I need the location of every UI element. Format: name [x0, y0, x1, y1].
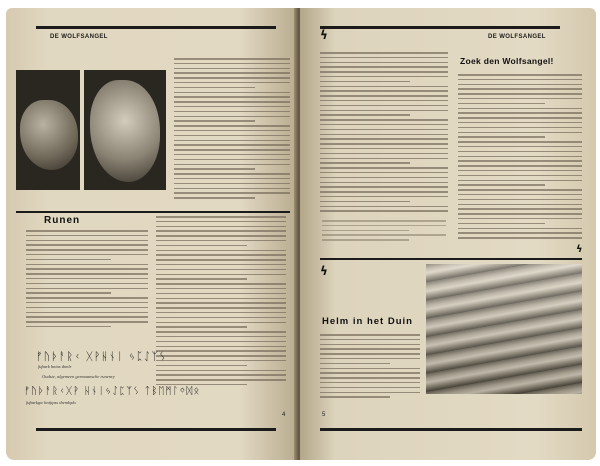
text-column-top-right [458, 74, 582, 250]
wolfsangel-icon: ϟ [320, 28, 328, 42]
bottom-rule [36, 428, 276, 431]
rune-row-2: ᚠᚢᚦᚨᚱᚲᚷᚹ ᚺᚾᛁᛃᛇᛈᛉᛊ ᛏᛒᛖᛗᛚᛜᛞᛟ [24, 386, 201, 397]
text-column-bottom-right [156, 216, 286, 398]
rune-caption: Oudste, algemeen germaansche runenry [42, 374, 115, 379]
text-column-top [174, 58, 290, 208]
text-column-bottom [320, 334, 420, 404]
text-column-top-left [320, 52, 448, 220]
page-number: 4 [282, 412, 286, 418]
article-headline-search: Zoek den Wolfsangel! [460, 56, 554, 66]
right-page [300, 8, 596, 460]
page-number: 5 [322, 412, 326, 418]
magazine-spread [0, 8, 600, 460]
running-header: DE WOLFSANGEL [488, 34, 546, 40]
text-column-bottom-left [26, 230, 148, 338]
running-header: DE WOLFSANGEL [50, 34, 108, 40]
rune-row-1-transcription: fuþark hnias tbmlr [38, 364, 72, 369]
article-headline: Runen [44, 215, 81, 226]
bottom-rule [320, 428, 582, 431]
left-page [6, 8, 298, 460]
article-headline-dune: Helm in het Duin [322, 316, 413, 327]
stone-photo-right [84, 70, 166, 190]
mid-rule [16, 211, 290, 213]
dune-helmet-photo [426, 264, 582, 394]
rune-row-1: ᚠᚢᚦᚨᚱᚲ ᚷᚹᚺᚾᛁ ᛃᛈᛇᛉᛊ [36, 350, 167, 363]
mid-rule [320, 258, 582, 260]
top-rule [36, 26, 276, 29]
footnotes [322, 220, 446, 252]
rune-row-2-transcription: fuþarkgw hnijipzs tbemlŋdo [26, 400, 76, 405]
stone-photo-left [16, 70, 80, 190]
wolfsangel-icon-small: ϟ [576, 244, 583, 255]
top-rule [320, 26, 560, 29]
wolfsangel-icon-mid: ϟ [320, 264, 328, 278]
